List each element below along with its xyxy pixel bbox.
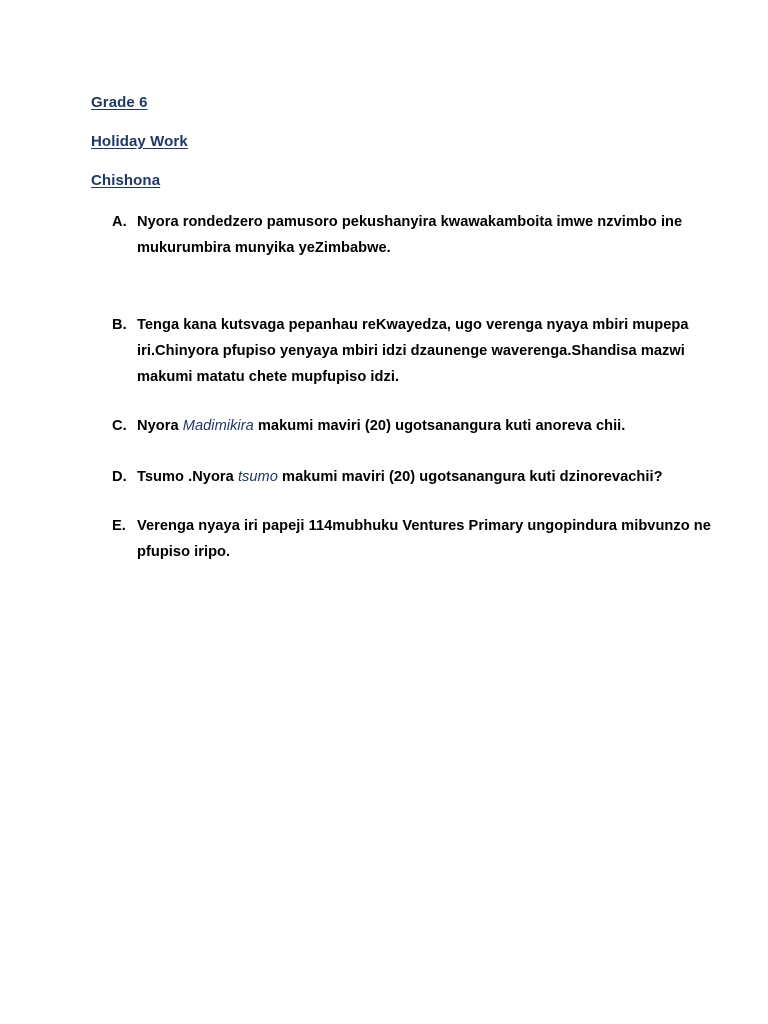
grade-heading: Grade 6 [91,94,148,111]
question-marker: A. [112,214,127,230]
question-text-after: makumi maviri (20) ugotsanangura kuti anoreva chii. [253,418,626,434]
question-list [112,209,712,565]
question-marker: C. [112,418,127,434]
question-marker: B. [112,317,127,333]
question-keyword: tsumo [237,469,278,485]
question-text: Nyora rondedzero pamusoro pekushanyira kwawakamboita imwe nzvimbo ine mukurumbira munyika yeZimbabwe. [137,214,683,256]
question-c [112,413,712,439]
question-text-after: makumi maviri (20) ugotsanangura kuti dzinorevachii? [277,469,663,485]
question-text: Verenga nyaya iri papeji 114mubhuku Ventures Primary ungopindura mibvunzo ne pfupiso iripo. [137,518,711,560]
question-text-before: Tsumo .Nyora [137,469,238,485]
question-e [112,513,712,565]
question-b [112,312,712,390]
question-d [112,464,712,490]
question-marker: E. [112,518,126,534]
question-keyword: Madimikira [182,418,254,434]
subject-heading: Chishona [91,172,161,189]
holiday-work-heading: Holiday Work [91,133,188,150]
question-a [112,209,712,261]
question-text: Tenga kana kutsvaga pepanhau reKwayedza, ugo verenga nyaya mbiri mupepa iri.Chinyora pfupiso yenyaya mbiri idzi dzaunenge waverenga.Shandisa mazwi makumi matatu chete mupfupiso idzi. [137,317,689,385]
question-marker: D. [112,469,127,485]
question-text-before: Nyora [137,418,183,434]
